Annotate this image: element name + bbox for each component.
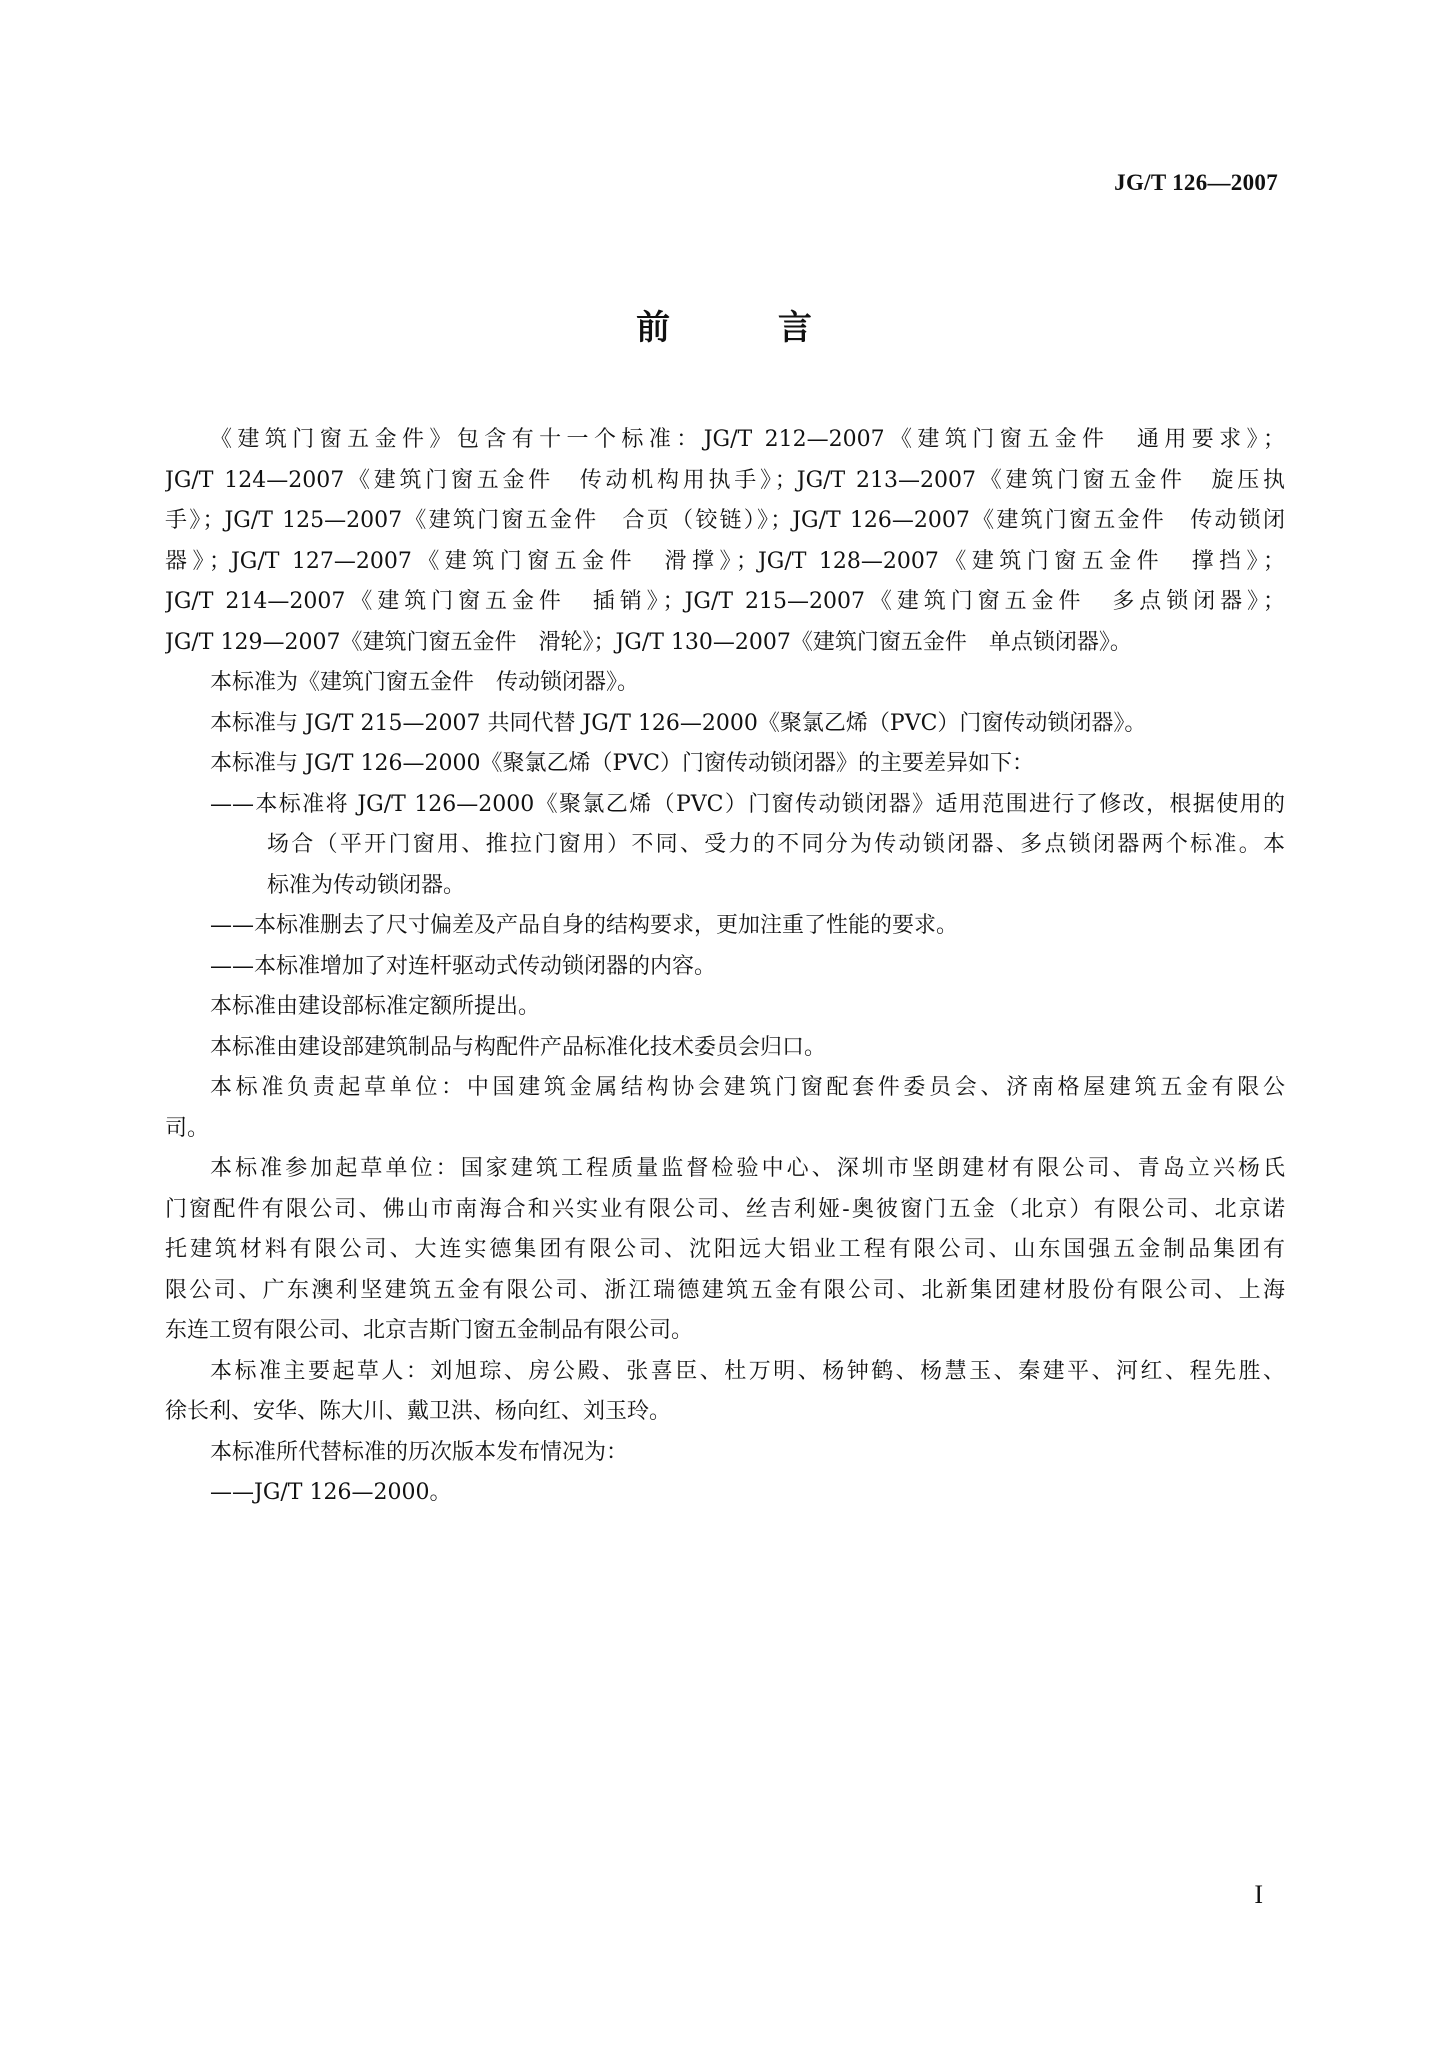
text-line: JG/T 214—2007《建筑门窗五金件 插销》；JG/T 215—2007《建筑门窗五金件 多点锁闭器》； <box>165 589 1285 614</box>
text-line: ——JG/T 126—2000。 <box>210 1480 452 1505</box>
text-line: ——本标准将 JG/T 126—2000《聚氯乙烯（PVC）门窗传动锁闭器》适用范围进行了修改，根据使用的 <box>210 791 1285 817</box>
text-line: 本标准参加起草单位：国家建筑工程质量监督检验中心、深圳市坚朗建材有限公司、青岛立兴杨氏 <box>210 1156 1285 1181</box>
text-line: ——本标准删去了尺寸偏差及产品自身的结构要求，更加注重了性能的要求。 <box>210 913 959 938</box>
text-line: 本标准与 JG/T 215—2007 共同代替 JG/T 126—2000《聚氯乙烯（PVC）门窗传动锁闭器》。 <box>210 710 1147 736</box>
text-line: 限公司、广东澳利坚建筑五金有限公司、浙江瑞德建筑五金有限公司、北新集团建材股份有限公司、上海 <box>165 1277 1285 1303</box>
text-line: 徐长利、安华、陈大川、戴卫洪、杨向红、刘玉玲。 <box>165 1399 672 1424</box>
text-line: ——本标准增加了对连杆驱动式传动锁闭器的内容。 <box>210 953 717 979</box>
text-line: 门窗配件有限公司、佛山市南海合和兴实业有限公司、丝吉利娅-奥彼窗门五金（北京）有限公司、北京诺 <box>165 1196 1285 1222</box>
text-line: 托建筑材料有限公司、大连实德集团有限公司、沈阳远大铝业工程有限公司、山东国强五金制品集团有 <box>165 1237 1285 1262</box>
text-line: 本标准负责起草单位：中国建筑金属结构协会建筑门窗配套件委员会、济南格屋建筑五金有限公 <box>210 1075 1285 1100</box>
text-line: 标准为传动锁闭器。 <box>267 872 466 898</box>
page-number: I <box>1254 1880 1263 1909</box>
text-line: 本标准由建设部建筑制品与构配件产品标准化技术委员会归口。 <box>210 1034 827 1060</box>
text-line: 本标准由建设部标准定额所提出。 <box>210 994 541 1019</box>
standard-code: JG/T 126—2007 <box>1114 170 1278 195</box>
text-line: JG/T 124—2007《建筑门窗五金件 传动机构用执手》；JG/T 213—2007《建筑门窗五金件 旋压执 <box>165 467 1285 493</box>
text-line: 《建筑门窗五金件》包含有十一个标准：JG/T 212—2007《建筑门窗五金件 通用要求》； <box>210 427 1285 452</box>
text-line: 本标准与 JG/T 126—2000《聚氯乙烯（PVC）门窗传动锁闭器》的主要差异如下： <box>210 751 1034 776</box>
text-line: 器》；JG/T 127—2007《建筑门窗五金件 滑撑》；JG/T 128—2007《建筑门窗五金件 撑挡》； <box>165 548 1285 574</box>
text-line: 司。 <box>165 1115 210 1141</box>
text-line: 场合（平开门窗用、推拉门窗用）不同、受力的不同分为传动锁闭器、多点锁闭器两个标准。本 <box>267 832 1285 857</box>
foreword-body <box>165 420 1285 1514</box>
text-line: 东连工贸有限公司、北京吉斯门窗五金制品有限公司。 <box>165 1318 694 1343</box>
page-title: 前 言 <box>636 308 860 348</box>
text-line: 手》；JG/T 125—2007《建筑门窗五金件 合页（铰链）》；JG/T 126—2007《建筑门窗五金件 传动锁闭 <box>165 508 1285 533</box>
text-line: JG/T 129—2007《建筑门窗五金件 滑轮》；JG/T 130—2007《建筑门窗五金件 单点锁闭器》。 <box>165 629 1132 655</box>
text-line: 本标准所代替标准的历次版本发布情况为： <box>210 1439 629 1465</box>
text-line: 本标准为《建筑门窗五金件 传动锁闭器》。 <box>210 670 640 695</box>
text-line: 本标准主要起草人：刘旭琮、房公殿、张喜臣、杜万明、杨钟鹤、杨慧玉、秦建平、河红、程先胜、 <box>210 1358 1285 1384</box>
